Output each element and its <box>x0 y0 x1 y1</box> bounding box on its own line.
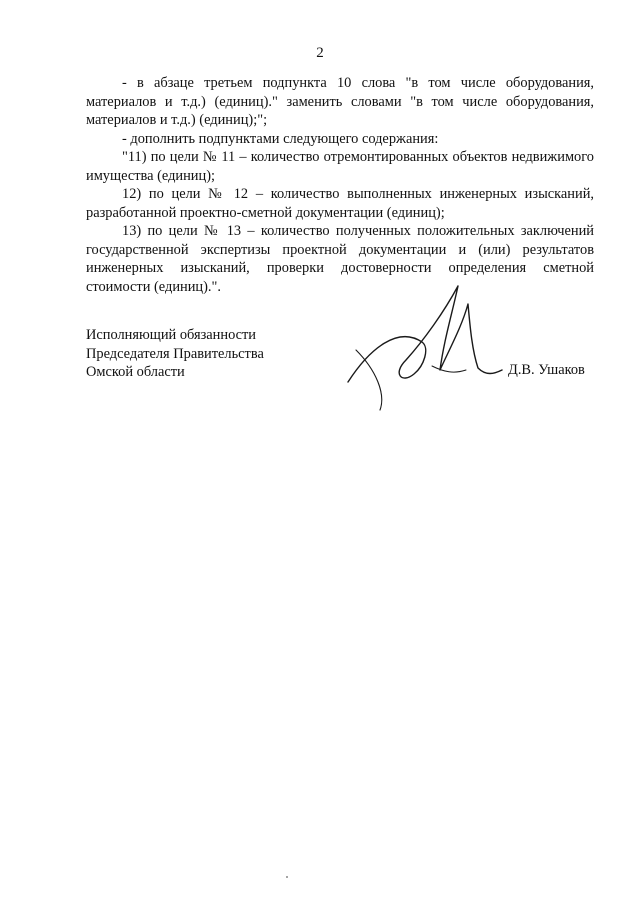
paragraph-item-11: "11) по цели № 11 – количество отремонтированных объектов недвижимого имущества (единиц); <box>86 149 594 184</box>
handwritten-signature <box>340 278 510 418</box>
footer-mark <box>286 876 288 878</box>
paragraph-amendment: - в абзаце третьем подпункта 10 слова "в том числе оборудования, материалов и т.д.) (единиц)." заменить словами "в том числе оборудования, материалов и т.д.) (единиц);"; <box>86 75 594 128</box>
signatory-name: Д.В. Ушаков <box>508 362 585 378</box>
paragraph-addition-intro: - дополнить подпунктами следующего содержания: <box>122 130 439 147</box>
signatory-title-line: Председателя Правительства <box>86 345 264 362</box>
signatory-title-line: Омской области <box>86 364 185 380</box>
page-number: 2 <box>316 45 324 61</box>
paragraph-item-13: 13) по цели № 13 – количество полученных положительных заключений государственной экспертизы проектной документации и (или) результатов инженерных изысканий, проверки достоверности определения сметной стоимости (единиц).". <box>86 223 594 295</box>
document-body <box>86 74 594 296</box>
paragraph-item-12: 12) по цели № 12 – количество выполненных инженерных изысканий, разработанной проектно-сметной документации (единиц); <box>86 186 594 221</box>
signatory-title <box>86 326 306 382</box>
signatory-title-line: Исполняющий обязанности <box>86 327 257 343</box>
